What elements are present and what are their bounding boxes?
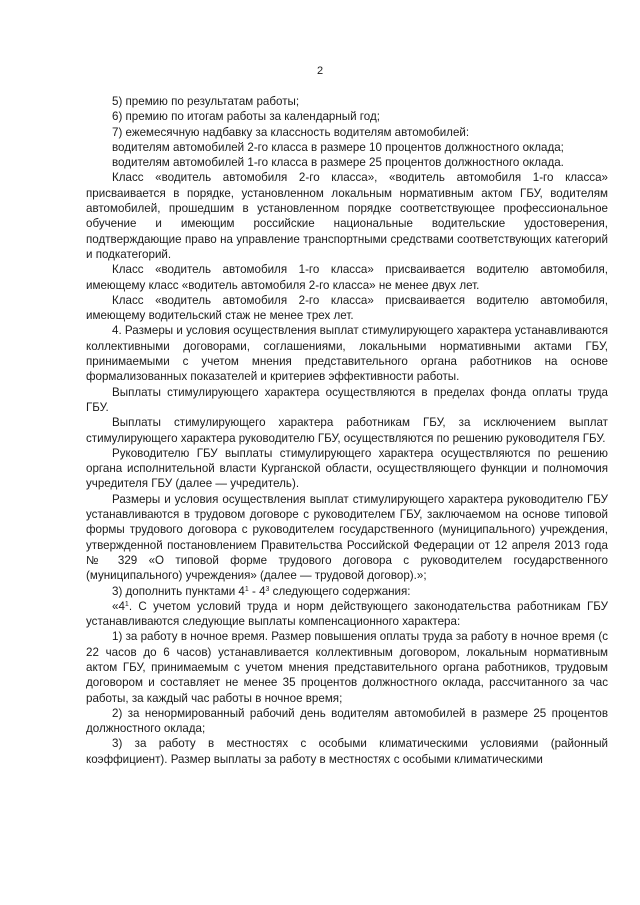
list-item: 5) премию по результатам работы; <box>112 95 300 108</box>
paragraph-night-work: 1) за работу в ночное время. Размер повышения оплаты труда за работу в ночное время (с 22 часов до 6 часов) устанавливается коллективным договором, локальным нормативным актом ГБУ, принимаемым с учетом мнения представительного органа работников, трудовым договором и составляет не менее 35 процентов должностного оклада, рассчитанного за час работы, за каждый час работы в ночное время; <box>86 630 608 705</box>
paragraph-amendment <box>86 584 608 599</box>
paragraph-point-4: 4. Размеры и условия осуществления выплат стимулирующего характера устанавливаются коллективными договорами, соглашениями, локальными нормативными актами ГБУ, принимаемыми с учетом мнения представительного органа работников на основе формализованных показателей и критериев эффективности работы. <box>86 324 608 384</box>
paragraph-class-2-rule: Класс «водитель автомобиля 2-го класса» присваивается водителю автомобиля, имеющему водительский стаж не менее трех лет. <box>86 293 608 323</box>
paragraph-payroll-fund: Выплаты стимулирующего характера осуществляются в пределах фонда оплаты труда ГБУ. <box>86 385 608 414</box>
point-text: . С учетом условий труда и норм действующего законодательства работникам ГБУ устанавливаются следующие выплаты компенсационного характера: <box>86 599 608 629</box>
point-text: «4 <box>112 599 125 613</box>
superscript: 3 <box>265 585 270 593</box>
amendment-text: - 4 <box>248 584 266 598</box>
list-item: 7) ежемесячную надбавку за классность водителям автомобилей: <box>112 125 470 139</box>
superscript: 1 <box>244 585 249 593</box>
amendment-text: следующего содержания: <box>269 584 411 598</box>
paragraph-class-1-rule: Класс «водитель автомобиля 1-го класса» присваивается водителю автомобиля, имеющему класс «водитель автомобиля 2-го класса» не менее двух лет. <box>86 263 608 292</box>
paragraph-irregular-day: 2) за ненормированный рабочий день водителям автомобилей в размере 25 процентов должностного оклада; <box>86 706 608 736</box>
list-item: 6) премию по итогам работы за календарный год; <box>112 110 380 124</box>
document-body <box>86 94 608 767</box>
amendment-text: 3) дополнить пунктами 4 <box>112 584 245 598</box>
paragraph-point-4-1 <box>86 599 608 630</box>
paragraph-head-contract: Размеры и условия осуществления выплат стимулирующего характера руководителю ГБУ устанавливаются в трудовом договоре с руководителем ГБУ, заключаемом на основе типовой формы трудового договора с руководителем государственного (муниципального) учреждения, утвержденной постановлением Правительства Российской Федерации от 12 апреля 2013 года № 329 «О типовой форме трудового договора с руководителем государственного (муниципального) учреждения» (далее — трудовой договор).»; <box>86 492 608 583</box>
paragraph-driver-class-1: водителям автомобилей 1-го класса в размере 25 процентов должностного оклада. <box>112 156 564 170</box>
page-number: 2 <box>316 65 324 77</box>
superscript: 1 <box>124 600 129 608</box>
paragraph-class-assignment: Класс «водитель автомобиля 2-го класса», «водитель автомобиля 1-го класса» присваивается в порядке, установленном локальным нормативным актом ГБУ, водителям автомобилей, прошедшим в установленном порядке соответствующее профессиональное обучение и имеющим российские национальные водительские удостоверения, подтверждающие право на управление транспортными средствами соответствующих категорий и подкатегорий. <box>86 171 608 261</box>
paragraph-climate: 3) за работу в местностях с особыми климатическими условиями (районный коэффициент). Размер выплаты за работу в местностях с особыми климатическими <box>86 737 608 766</box>
paragraph-except-head: Выплаты стимулирующего характера работникам ГБУ, за исключением выплат стимулирующего характера руководителю ГБУ, осуществляются по решению руководителя ГБУ. <box>86 416 608 445</box>
paragraph-head-payments: Руководителю ГБУ выплаты стимулирующего характера осуществляются по решению органа исполнительной власти Курганской области, осуществляющего функции и полномочия учредителя ГБУ (далее — учредитель). <box>86 446 608 491</box>
paragraph-driver-class-2: водителям автомобилей 2-го класса в размере 10 процентов должностного оклада; <box>112 140 564 154</box>
